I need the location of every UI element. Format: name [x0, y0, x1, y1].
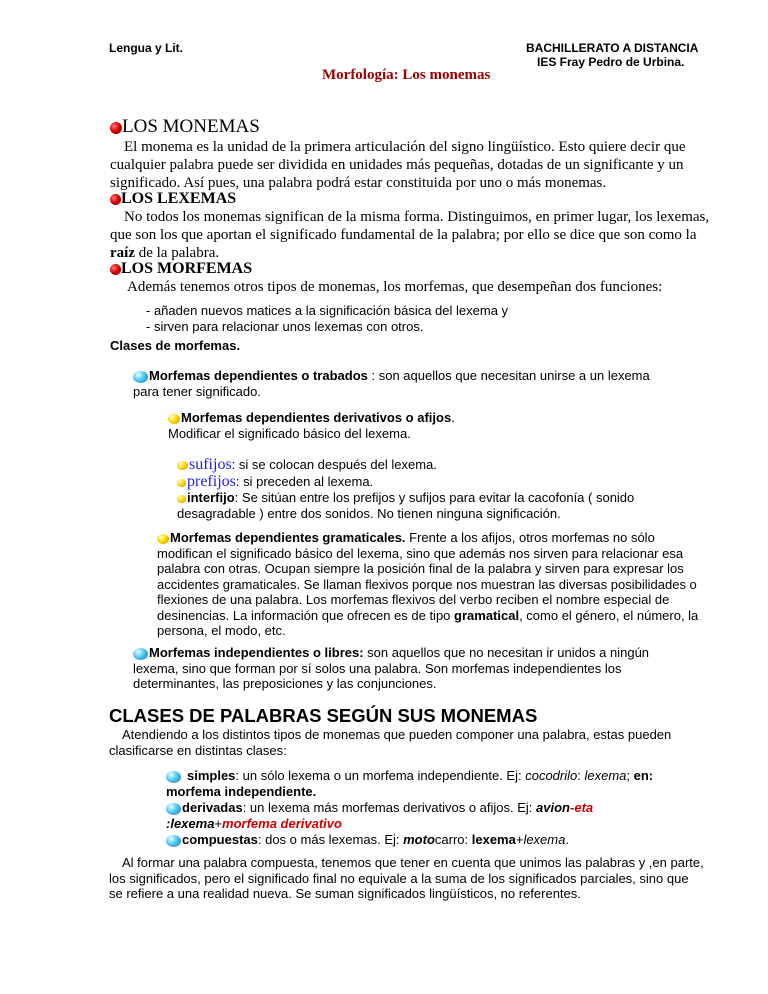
morfemas-list — [146, 303, 508, 334]
gramaticales-block — [157, 530, 717, 639]
yellow-bullet-icon — [177, 495, 186, 503]
bold-term: morfema independiente. — [166, 784, 317, 799]
text-line — [133, 645, 723, 661]
blue-bullet-icon — [166, 803, 181, 815]
text-line: para tener significado. — [133, 383, 261, 399]
bold-term: en: — [633, 768, 654, 783]
section-morfemas — [110, 260, 252, 278]
list-item — [177, 490, 717, 506]
text-span: : si se colocan después del lexema. — [231, 457, 437, 472]
text-span: : son aquellos que necesitan unirse a un lexema — [367, 368, 650, 383]
text-line: Modificar el significado básico del lexema. — [168, 425, 411, 441]
text-line: desagradable ) entre dos sonidos. No tienen ninguna significación. — [177, 505, 561, 521]
bold-term: lexema — [471, 832, 516, 847]
yellow-bullet-icon — [157, 534, 169, 544]
term-prefijos: prefijos — [187, 473, 236, 490]
example-suffix: -eta — [570, 800, 594, 815]
list-item — [166, 832, 726, 848]
example-suffix: morfema derivativo — [222, 816, 342, 831]
bold-term: derivadas — [182, 800, 243, 815]
text-line — [166, 784, 726, 800]
red-bullet-icon — [110, 194, 121, 205]
blue-bullet-icon — [166, 771, 181, 783]
section-heading: LOS MONEMAS — [122, 116, 260, 137]
text-line — [168, 410, 708, 426]
section-lexemas — [110, 190, 236, 208]
text-line — [133, 368, 723, 384]
bold-term: Morfemas dependientes derivativos o afijos — [181, 410, 452, 425]
text-line: los significados, pero el significado final no equivale a la suma de los significados parciales, sino que — [109, 870, 689, 886]
example-word: moto — [403, 832, 435, 847]
list-item: - sirven para relacionar unos lexemas con otros. — [146, 318, 424, 334]
text-line: Atendiendo a los distintos tipos de monemas que pueden componer una palabra, estas pueden — [122, 727, 672, 742]
list-item — [177, 456, 717, 473]
bold-term: Morfemas dependientes o trabados — [149, 368, 368, 383]
text-line: accidentes gramaticales. Se llaman flexivos porque nos muestran las diversas posibilidades o — [157, 576, 697, 592]
text-line: No todos los monemas significan de la misma forma. Distinguimos, en primer lugar, los lexemas, — [124, 209, 710, 225]
list-item — [166, 800, 726, 816]
text-line: determinantes, las preposiciones y las conjunciones. — [133, 676, 437, 691]
text-line: significado. Así pues, una palabra podrá estar constituida por uno o más monemas. — [110, 175, 607, 191]
bold-term: compuestas — [182, 832, 258, 847]
text-span: desinencias. La información que ofrecen es de tipo — [157, 607, 455, 623]
text-span: : Se sitúan entre los prefijos y sufijos para evitar la cacofonía ( sonido — [234, 490, 635, 505]
list-item — [177, 473, 717, 490]
morfemas-intro: Además tenemos otros tipos de monemas, los morfemas, que desempeñan dos funciones: — [127, 279, 663, 295]
text-line: El monema es la unidad de la primera articulación del signo lingüístico. Esto quiere decir que — [124, 139, 686, 155]
text-line: lexema, sino que forman por sí solos una palabra. Son morfemas independientes los — [133, 660, 622, 676]
yellow-bullet-icon — [168, 414, 180, 424]
text-line: cualquier palabra puede ser dividida en unidades más pequeñas, dotadas de un significante y un — [110, 157, 684, 173]
list-item: - añaden nuevos matices a la significación básica del lexema y — [146, 303, 509, 318]
text-span: : — [577, 768, 585, 783]
header-subject: Lengua y Lit. — [109, 41, 184, 55]
example-word: cocodrilo — [525, 768, 578, 783]
red-bullet-icon — [110, 122, 122, 134]
bold-term: gramatical — [454, 607, 520, 623]
text-line: que son los que aportan el significado fundamental de la palabra; por ello se dice que son como la — [110, 227, 697, 243]
bold-term: Morfemas dependientes gramaticales. — [170, 530, 406, 545]
text-span: + — [515, 832, 524, 847]
example-word: lexema — [523, 832, 566, 847]
text-span: Frente a los afijos, otros morfemas no sólo — [405, 530, 655, 545]
text-span: . — [565, 832, 569, 847]
section-heading: LOS MORFEMAS — [121, 260, 253, 277]
blue-bullet-icon — [133, 648, 148, 660]
bold-term: raíz — [110, 245, 135, 261]
monemas-paragraph — [110, 138, 750, 192]
text-span: carro — [434, 832, 465, 847]
text-line: clasificarse en distintas clases: — [109, 742, 287, 758]
text-span: de la palabra. — [134, 245, 220, 261]
yellow-bullet-icon — [177, 479, 186, 487]
palabras-intro — [109, 727, 729, 758]
text-span: : un sólo lexema o un morfema independiente. Ej: — [235, 768, 526, 783]
bold-term: simples — [187, 768, 236, 783]
text-span: : si preceden al lexema. — [235, 474, 374, 489]
text-span: ; — [626, 768, 634, 783]
bold-term: interfijo — [187, 490, 235, 505]
afijos-list — [177, 456, 717, 521]
text-line: se refiere a una realidad nueva. Se suman significados lingüísticos, no referentes. — [109, 886, 581, 901]
text-line: palabra con otras. Ocupan siempre la posición final de la palabra y sirven para expresar los — [157, 561, 684, 576]
term-sufijos: sufijos — [189, 456, 232, 473]
text-line — [157, 608, 717, 624]
text-span: son aquellos que no necesitan ir unidos a ningún — [363, 645, 650, 660]
text-line: persona, el modo, etc. — [157, 623, 286, 638]
independientes-block — [133, 645, 723, 692]
page-title: Morfología: Los monemas — [322, 67, 491, 83]
text-span: . — [451, 410, 455, 425]
section-heading: LOS LEXEMAS — [121, 190, 237, 207]
blue-bullet-icon — [133, 371, 148, 383]
text-line: Al formar una palabra compuesta, tenemos que tener en cuenta que unimos las palabras y ,en parte, — [122, 855, 704, 870]
yellow-bullet-icon — [177, 461, 188, 470]
section-monemas — [110, 116, 260, 138]
text-span: , como el género, el número, la — [519, 607, 699, 623]
text-span: : dos o más lexemas. Ej: — [257, 832, 404, 847]
text-line: modifican el significado básico del lexema, sino que además nos sirven para relacionar esa — [157, 545, 684, 561]
text-line: flexiones de una palabra. Los morfemas flexivos del verbo reciben el nombre especial de — [157, 592, 670, 607]
palabras-heading: CLASES DE PALABRAS SEGÚN SUS MONEMAS — [109, 705, 538, 726]
text-line — [166, 816, 726, 832]
lexemas-paragraph — [110, 208, 750, 262]
bold-term: Morfemas independientes o libres: — [149, 645, 364, 660]
clases-heading: Clases de morfemas. — [110, 338, 241, 353]
example-word: :lexema — [166, 816, 215, 831]
palabras-final — [109, 855, 759, 902]
list-item — [166, 768, 726, 784]
example-word: avion — [536, 800, 571, 815]
text-span: + — [214, 816, 223, 831]
text-span: : — [464, 832, 472, 847]
header-program: BACHILLERATO A DISTANCIA — [526, 41, 699, 55]
palabras-list — [166, 768, 726, 848]
blue-bullet-icon — [166, 835, 181, 847]
header-school: IES Fray Pedro de Urbina. — [537, 55, 685, 69]
example-word: lexema — [584, 768, 627, 783]
text-span: : un lexema más morfemas derivativos o afijos. Ej: — [242, 800, 537, 815]
red-bullet-icon — [110, 264, 121, 275]
dependientes-block — [133, 368, 723, 399]
derivativos-block — [168, 410, 708, 441]
text-line — [157, 530, 717, 546]
